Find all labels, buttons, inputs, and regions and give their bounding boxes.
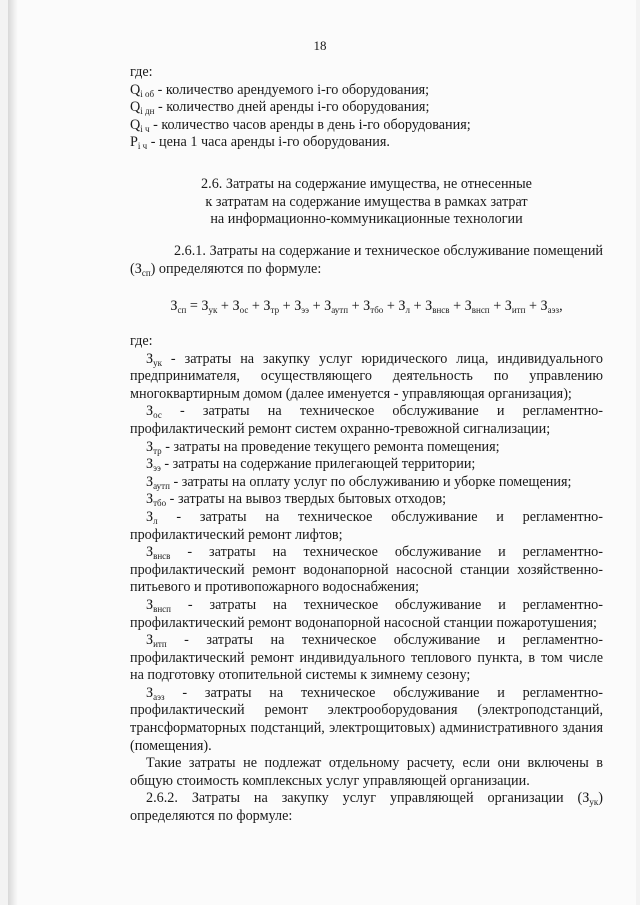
formula-term: $З_{ээ}$: [294, 298, 310, 315]
formula-operator: +: [525, 298, 541, 314]
formula-term: $З_л$: [398, 298, 410, 315]
formula-operator: +: [309, 298, 325, 314]
formula-term: $З_{тр}$: [263, 298, 280, 315]
where-item-ээ: $З_{ээ}$ - затраты на содержание прилегающей территории;: [146, 456, 476, 474]
formula-operator: =: [186, 298, 202, 314]
where-item: $P_{i ч}$ - цена 1 часа аренды i-го оборудования.: [130, 134, 390, 152]
formula-term: $З_{ос}$: [232, 298, 249, 315]
formula-operator: +: [248, 298, 264, 314]
formula-operator: +: [449, 298, 465, 314]
where-item-аутп: $З_{аутп}$ - затраты на оплату услуг по обслуживанию и уборке помещения;: [146, 473, 572, 491]
where-item: $Q_{i ч}$ - количество часов аренды в день i-го оборудования;: [130, 116, 471, 134]
where-label: где:: [130, 64, 153, 80]
where-item-итп: $З_{итп}$ - затраты на техническое обслуживание и регламентно-профилактический ремонт индивидуального теплового пункта, в том числе на подготовку отопительной системы к зимнему сезону;: [130, 632, 603, 684]
where-item: $Q_{i об}$ - количество арендуемого i-го оборудования;: [130, 81, 430, 99]
page-number: 18: [313, 38, 327, 53]
formula-zsp: [130, 298, 603, 315]
formula-term: $З_{внсв}$: [425, 298, 450, 315]
formula-term: $З_{сп}$: [170, 298, 187, 315]
intro-where-list: [130, 64, 603, 152]
formula-term: $З_{тбо}$: [363, 298, 384, 315]
formula-operator: +: [383, 298, 399, 314]
where-item-внсп: $З_{внсп}$ - затраты на техническое обслуживание и регламентно-профилактический ремонт водонапорной насосной станции пожаротушения;: [130, 596, 603, 631]
paragraph-2-6-2: 2.6.2. Затраты на закупку услуг управляющей организации $(З_{ук})$ определяются по формуле:: [130, 790, 603, 825]
where-list: [130, 333, 603, 826]
formula-operator: +: [279, 298, 295, 314]
where-item: $Q_{i дн}$ - количество дней аренды i-го оборудования;: [130, 99, 430, 117]
where-item-тр: $З_{тр}$ - затраты на проведение текущего ремонта помещения;: [146, 438, 500, 456]
formula-term: $З_{аутп}$: [324, 298, 349, 315]
scan-edge: [8, 0, 18, 905]
formula-term: $З_{внсп}$: [464, 298, 490, 315]
where-item-тбо: $З_{тбо}$ - затраты на вывоз твердых бытовых отходов;: [146, 491, 447, 509]
where-item-аэз: $З_{аэз}$ - затраты на техническое обслуживание и регламентно-профилактический ремонт электрооборудования (электроподстанций, трансформаторных подстанций, электрощитовых) административного здания (помещения).: [130, 684, 603, 754]
formula-operator: +: [489, 298, 505, 314]
formula-operator: +: [348, 298, 364, 314]
where-item-ос: $З_{ос}$ - затраты на техническое обслуживание и регламентно-профилактический ремонт систем охранно-тревожной сигнализации;: [130, 403, 603, 437]
paragraph-not-separate: Такие затраты не подлежат отдельному расчету, если они включены в общую стоимость комплексных услуг управляющей организации.: [130, 755, 603, 789]
where-item-внсв: $З_{внсв}$ - затраты на техническое обслуживание и регламентно-профилактический ремонт водонапорной насосной станции хозяйственно-питьевого и противопожарного водоснабжения;: [130, 544, 603, 596]
paragraph-2-6-1: 2.6.1. Затраты на содержание и техническое обслуживание помещений $(З_{сп})$ определяются по формуле:: [130, 243, 603, 278]
where-label: где:: [130, 333, 153, 349]
formula-term: $З_{ук}$: [201, 298, 218, 315]
formula-operator: ,: [559, 298, 563, 314]
formula-term: $З_{итп}$: [504, 298, 526, 315]
section-heading: 2.6. Затраты на содержание имущества, не отнесенные к затратам на содержание имущества в рамках затрат на информационно-коммуникационные технологии: [201, 176, 532, 228]
formula-operator: +: [217, 298, 233, 314]
formula-term: $З_{аэз}$: [540, 298, 560, 315]
where-item-ук: $З_{ук}$ - затраты на закупку услуг юридического лица, индивидуального предпринимателя, осуществляющего деятельность по управлению многоквартирным домом (далее именуется - управляющая организация);: [130, 350, 603, 402]
where-item-л: $З_л$ - затраты на техническое обслуживание и регламентно-профилактический ремонт лифтов;: [130, 508, 603, 543]
formula-operator: +: [410, 298, 426, 314]
